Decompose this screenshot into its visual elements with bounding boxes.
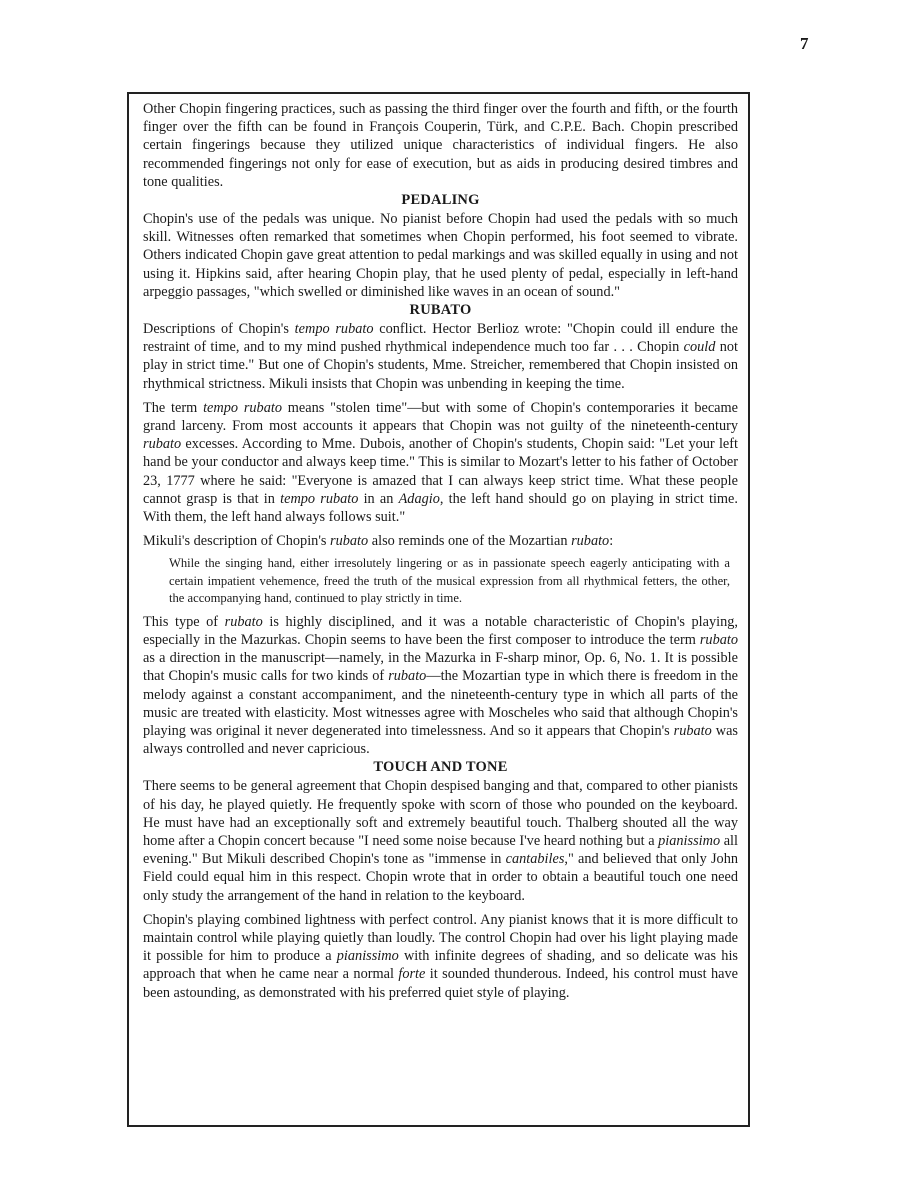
rubato-paragraph-4: This type of rubato is highly disciplined, and it was a notable characteristic of Chopin's playing, especially in the Mazurkas. Chopin seems to have been the first composer to introduce the term rubato as a direction in the manuscript—namely, in the Mazurka in F-sharp minor, Op. 6, No. 1. It is possible that Chopin's music calls for two kinds of rubato—the Mozartian type in which there is freedom in the melody against a constant accompaniment, and the nineteenth-century type in which all parts of the music are treated with elasticity. Most witnesses agree with Moscheles who said that although Chopin's playing was original it never degenerated into timelessness. And so it appears that Chopin's rubato was always controlled and never capricious. (143, 613, 738, 758)
rubato-paragraph-2: The term tempo rubato means "stolen time"—but with some of Chopin's contemporaries it became grand larceny. From most accounts it appears that Chopin was not guilty of the nineteenth-century rubato excesses. According to Mme. Dubois, another of Chopin's students, Chopin said: "Let your left hand be your conductor and always keep time." This is similar to Mozart's letter to his father of October 23, 1777 where he said: "Everyone is amazed that I can always keep strict time. What these people cannot grasp is that in tempo rubato in an Adagio, the left hand should go on playing in strict time. With them, the left hand always follows suit." (143, 399, 738, 526)
rubato-paragraph-3: Mikuli's description of Chopin's rubato also reminds one of the Mozartian rubato: (143, 533, 614, 550)
touch-and-tone-heading: TOUCH AND TONE (373, 759, 508, 776)
pedaling-heading: PEDALING (401, 192, 480, 209)
mikuli-quote: While the singing hand, either irresolutely lingering or as in passionate speech eagerly anticipating with a certain impatient vehemence, freed the truth of the musical expression from all rhythmical fetters, the other, the accompanying hand, continued to play strictly in time. (169, 556, 730, 606)
touch-paragraph-2: Chopin's playing combined lightness with perfect control. Any pianist knows that it is more difficult to maintain control while playing quietly than loudly. The control Chopin had over his light playing made it possible for him to produce a pianissimo with infinite degrees of shading, and so delicate was his approach that when he came near a normal forte it sounded thunderous. Indeed, his control must have been astounding, as demonstrated with his preferred quiet style of playing. (143, 911, 738, 1001)
page-number: 7 (800, 34, 809, 53)
fingering-paragraph: Other Chopin fingering practices, such as passing the third finger over the fourth and fifth, or the fourth finger over the fifth can be found in François Couperin, Türk, and C.P.E. Bach. Chopin prescribed certain fingerings because they utilized unique characteristics of individual fingers. He also recommended fingerings not only for ease of execution, but as aids in producing desired timbres and tone qualities. (143, 101, 738, 190)
touch-paragraph-1: There seems to be general agreement that Chopin despised banging and that, compared to other pianists of his day, he played quietly. He frequently spoke with scorn of those who pounded on the keyboard. He must have had an exceptionally soft and extremely beautiful touch. Thalberg shouted all the way home after a Chopin concert because "I need some noise because I've heard nothing but a pianissimo all evening." But Mikuli described Chopin's tone as "immense in cantabiles," and believed that only John Field could equal him in this respect. Chopin wrote that in order to obtain a beautiful touch one need only study the arrangement of the hand in relation to the keyboard. (143, 778, 738, 904)
rubato-heading: RUBATO (409, 302, 472, 319)
rubato-paragraph-1: Descriptions of Chopin's tempo rubato conflict. Hector Berlioz wrote: "Chopin could ill endure the restraint of time, and to my mind pushed rhythmical independence much too far . . . Chopin could not play in strict time." But one of Chopin's students, Mme. Streicher, remembered that Chopin insisted on rhythmical strictness. Mikuli insists that Chopin was unbending in keeping the time. (143, 321, 738, 392)
text-box (127, 92, 750, 1127)
pedaling-paragraph: Chopin's use of the pedals was unique. No pianist before Chopin had used the pedals with so much skill. Witnesses often remarked that sometimes when Chopin performed, his foot seemed to vibrate. Others indicated Chopin gave great attention to pedal markings and was skilled equally in using and not using it. Hipkins said, after hearing Chopin play, that he used plenty of pedal, especially in left-hand arpeggio passages, "which swelled or diminished like waves in an ocean of sound." (143, 211, 738, 300)
